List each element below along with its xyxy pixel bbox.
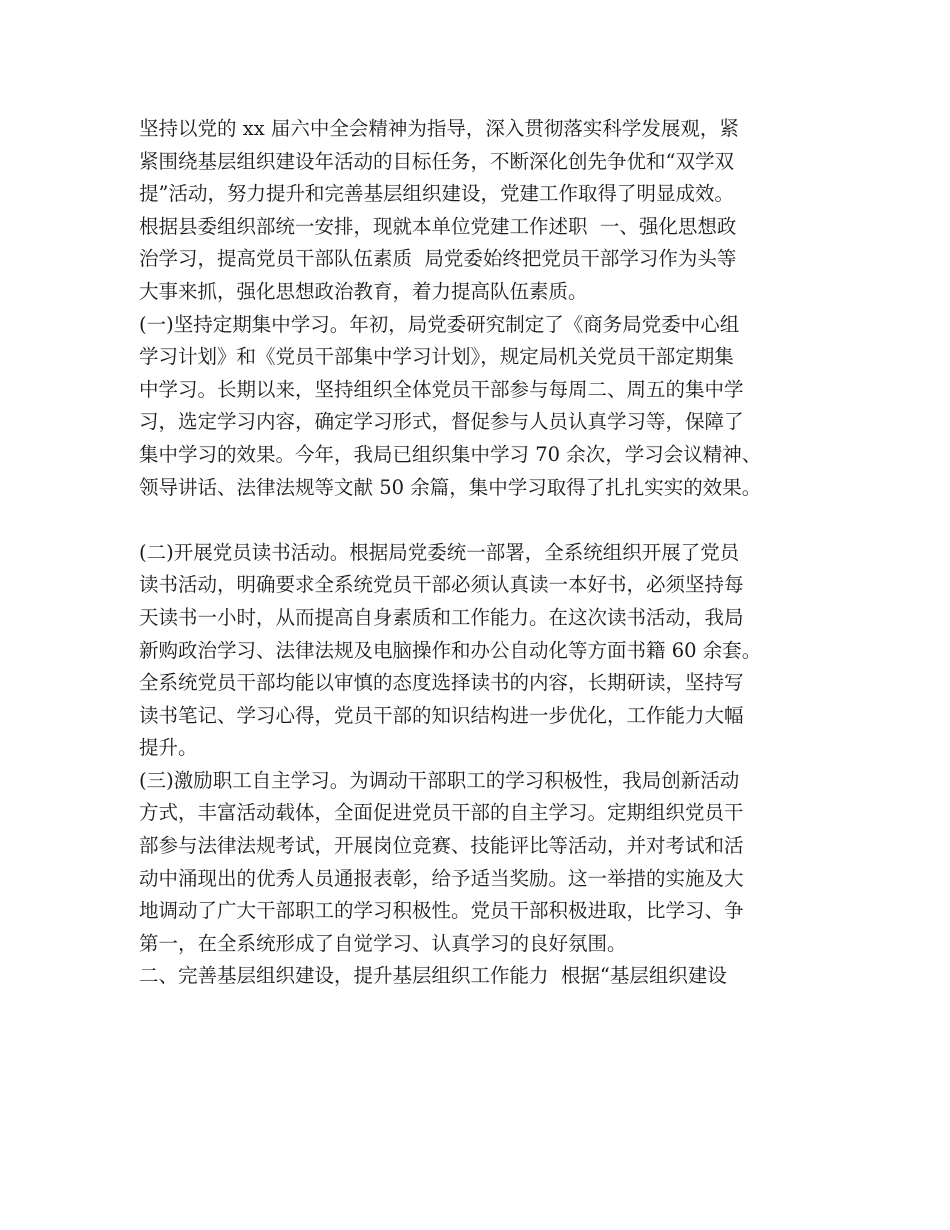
text-line: 部参与法律法规考试，开展岗位竞赛、技能评比等活动，并对考试和活 (139, 834, 744, 858)
text-line: 动中涌现出的优秀人员通报表彰，给予适当奖励。这一举措的实施及大 (139, 866, 744, 890)
text-line: 提”活动，努力提升和完善基层组织建设，党建工作取得了明显成效。 (139, 182, 734, 206)
text-line: 学习计划》和《党员干部集中学习计划》，规定局机关党员干部定期集 (139, 345, 734, 369)
text-line: (二)开展党员读书活动。根据局党委统一部署，全系统组织开展了党员 (139, 540, 740, 564)
text-line: 集中学习的效果。今年，我局已组织集中学习 70 余次，学习会议精神、 (139, 442, 762, 466)
text-line: 读书笔记、学习心得，党员干部的知识结构进一步优化，工作能力大幅 (139, 703, 744, 727)
text-line: (三)激励职工自主学习。为调动干部职工的学习积极性，我局创新活动 (139, 768, 740, 792)
text-line: 新购政治学习、法律法规及电脑操作和办公自动化等方面书籍 60 余套。 (139, 638, 762, 662)
blank-line (139, 504, 839, 537)
document-body (139, 113, 839, 993)
text-line: 方式，丰富活动载体，全面促进党员干部的自主学习。定期组织党员干 (139, 801, 744, 825)
text-line: 天读书一小时，从而提高自身素质和工作能力。在这次读书活动，我局 (139, 605, 744, 629)
text-line: 领导讲话、法律法规等文献 50 余篇，集中学习取得了扎扎实实的效果。 (139, 475, 762, 499)
text-line: 全系统党员干部均能以审慎的态度选择读书的内容，长期研读，坚持写 (139, 671, 744, 695)
text-line: 第一，在全系统形成了自觉学习、认真学习的良好氛围。 (139, 931, 627, 955)
text-line: 中学习。长期以来，坚持组织全体党员干部参与每周二、周五的集中学 (139, 377, 744, 401)
text-line: 二、完善基层组织建设，提升基层组织工作能力 根据“基层组织建设 (139, 964, 727, 988)
text-line: 提升。 (139, 736, 198, 760)
text-line: 紧围绕基层组织建设年活动的目标任务，不断深化创先争优和“双学双 (139, 149, 734, 173)
text-line: 地调动了广大干部职工的学习积极性。党员干部积极进取，比学习、争 (139, 899, 744, 923)
text-line: 治学习，提高党员干部队伍素质 局党委始终把党员干部学习作为头等 (139, 247, 737, 271)
text-line: 读书活动，明确要求全系统党员干部必须认真读一本好书，必须坚持每 (139, 573, 744, 597)
text-line: 习，选定学习内容，确定学习形式，督促参与人员认真学习等，保障了 (139, 410, 744, 434)
text-line: (一)坚持定期集中学习。年初，局党委研究制定了《商务局党委中心组 (139, 312, 740, 336)
text-line: 坚持以党的 xx 届六中全会精神为指导，深入贯彻落实科学发展观，紧 (139, 117, 739, 140)
text-line: 根据县委组织部统一安排，现就本单位党建工作述职 一、强化思想政 (139, 214, 737, 238)
text-line: 大事来抓，强化思想政治教育，着力提高队伍素质。 (139, 279, 588, 303)
